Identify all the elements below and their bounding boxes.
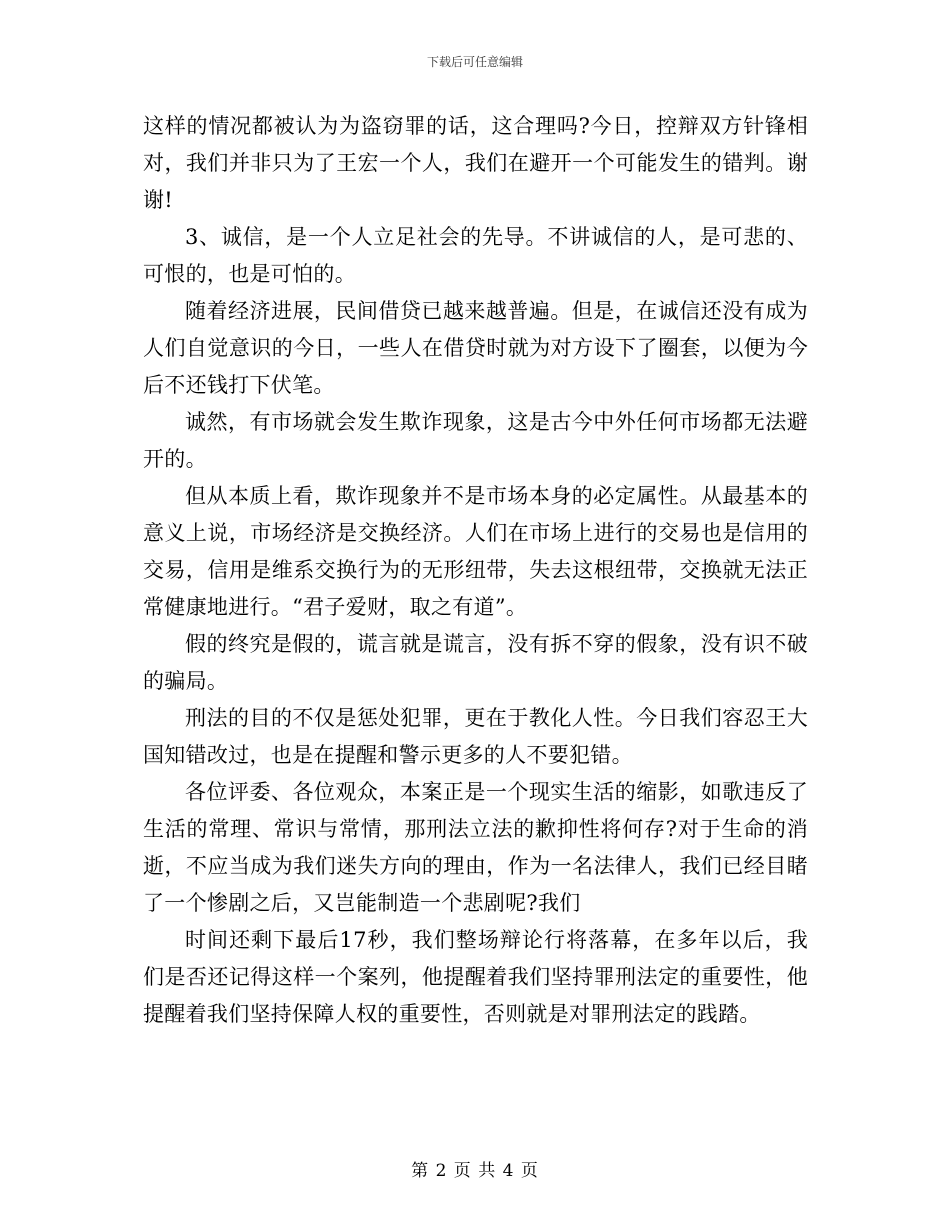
paragraph-integrity-intro: 3、诚信，是一个人立足社会的先导。不讲诚信的人，是可悲的、可恨的，也是可怕的。	[143, 225, 808, 286]
paragraph-closing: 时间还剩下最后17秒，我们整场辩论行将落幕，在多年以后，我们是否还记得这样一个案列，他提醒着我们坚持罪刑法定的重要性，他提醒着我们坚持保障人权的重要性，否则就是对罪刑法定的践踏。	[143, 928, 808, 1026]
document-body	[143, 108, 808, 1033]
paragraph-lending: 随着经济进展，民间借贷已越来越普遍。但是，在诚信还没有成为人们自觉意识的今日，一些人在借贷时就为对方设下了圈套，以便为今后不还钱打下伏笔。	[143, 299, 808, 397]
paragraph-market-economy: 但从本质上看，欺诈现象并不是市场本身的必定属性。从最基本的意义上说，市场经济是交换经济。人们在市场上进行的交易也是信用的交易，信用是维系交换行为的无形纽带，失去这根纽带，交换就无法正常健康地进行。“君子爱财，取之有道”。	[143, 484, 808, 619]
paragraph-criminal-law: 刑法的目的不仅是惩处犯罪，更在于教化人性。今日我们容忍王大国知错改过，也是在提醒和警示更多的人不要犯错。	[143, 706, 808, 767]
paragraph-lies: 假的终究是假的，谎言就是谎言，没有拆不穿的假象，没有识不破的骗局。	[143, 632, 808, 693]
paragraph-continuation: 这样的情况都被认为为盗窃罪的话，这合理吗?今日，控辩双方针锋相对，我们并非只为了王宏一个人，我们在避开一个可能发生的错判。谢谢!	[143, 114, 808, 212]
page-header: 下载后可任意编辑	[426, 55, 523, 69]
paragraph-fraud: 诚然，有市场就会发生欺诈现象，这是古今中外任何市场都无法避开的。	[143, 410, 808, 471]
paragraph-judges: 各位评委、各位观众，本案正是一个现实生活的缩影，如歌违反了生活的常理、常识与常情，那刑法立法的歉抑性将何存?对于生命的消逝，不应当成为我们迷失方向的理由，作为一名法律人，我们已经目睹了一个惨剧之后，又岂能制造一个悲剧呢?我们	[143, 780, 808, 915]
page-number: 第 2 页 共 4 页	[411, 1161, 539, 1181]
